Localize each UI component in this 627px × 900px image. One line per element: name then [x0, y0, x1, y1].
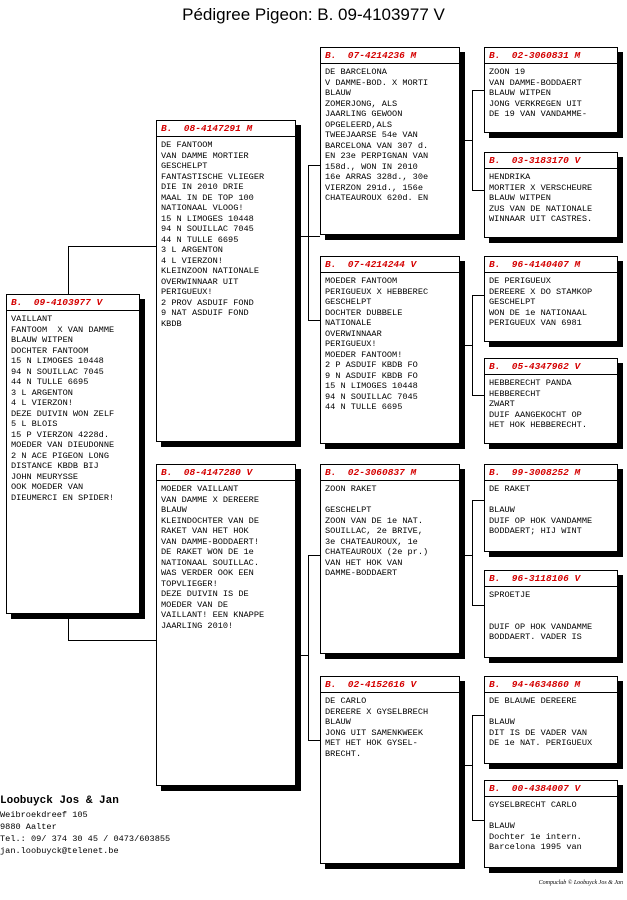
ring-number: B. 03-3183170 V [485, 155, 617, 169]
pigeon-details: DE BLAUWE DEREERE BLAUW DIT IS DE VADER VAN DE 1e NAT. PERIGUEUX [489, 696, 593, 748]
ring-number: B. 02-4152616 V [321, 679, 459, 693]
pedigree-card-sire-sire [320, 47, 460, 235]
connector-line [472, 295, 484, 296]
connector-line [308, 320, 320, 321]
pigeon-details: DE FANTOOM VAN DAMME MORTIER GESCHELPT FANTASTISCHE VLIEGER DIE IN 2010 DRIE MAAL IN DE TOP 100 NATIONAAL VLOOG! 15 N LIMOGES 10448 94 N SOUILLAC 7045 44 N TULLE 6695 3 L ARGENTON 4 L VIERZON! KLEINZOON NATIONALE OVERWINNAAR UIT PERIGUEUX! 2 PROV ASDUIF FOND 9 NAT ASDUIF FOND KBDB [161, 140, 265, 329]
pedigree-card-ggp-6 [484, 570, 618, 658]
connector-line [472, 715, 484, 716]
ring-number: B. 99-3008252 M [485, 467, 617, 481]
connector-line [68, 614, 69, 640]
connector-line [472, 190, 484, 191]
ring-number: B. 08-4147291 M [157, 123, 295, 137]
pigeon-details: MOEDER FANTOOM PERIGUEUX X HEBBEREC GESCHELPT DOCHTER DUBBELE NATIONALE OVERWINNAAR PERIGUEUX! MOEDER FANTOOM! 2 P ASDUIF KBDB FO 9 N ASDUIF KBDB FO 15 N LIMOGES 10448 94 N SOUILLAC 7045 44 N TULLE 6695 [325, 276, 429, 412]
ring-number: B. 94-4634860 M [485, 679, 617, 693]
ring-number: B. 09-4103977 V [7, 297, 139, 311]
pedigree-card-subject [6, 294, 140, 614]
owner-phone: Tel.: 09/ 374 30 45 / 0473/603855 [0, 834, 171, 844]
pigeon-details: VAILLANT FANTOOM X VAN DAMME BLAUW WITPEN DOCHTER FANTOOM 15 N LIMOGES 10448 94 N SOUILLAC 7045 44 N TULLE 6695 3 L ARGENTON 4 L VIERZON! DEZE DUIVIN WON ZELF 5 L BLOIS 15 P VIERZON 4228d. MOEDER VAN DIEUDONNE 2 N ACE PIGEON LONG DISTANCE KBDB BIJ JOHN MEURYSSE OOK MOEDER VAN DIEUMERCI EN SPIDER! [11, 314, 115, 503]
connector-line [308, 740, 320, 741]
connector-line [308, 555, 309, 740]
pedigree-card-sire-dam [320, 256, 460, 444]
pedigree-card-dam [156, 464, 296, 786]
pigeon-details: HENDRIKA MORTIER X VERSCHEURE BLAUW WITPEN ZUS VAN DE NATIONALE WINNAAR UIT CASTRES. [489, 172, 593, 224]
pigeon-details: SPROETJE DUIF OP HOK VANDAMME BODDAERT. VADER IS [489, 590, 593, 642]
pedigree-card-ggp-8 [484, 780, 618, 868]
owner-city: 9880 Aalter [0, 822, 57, 832]
pedigree-card-sire [156, 120, 296, 442]
pedigree-card-dam-sire [320, 464, 460, 654]
connector-line [68, 246, 156, 247]
ring-number: B. 96-3118106 V [485, 573, 617, 587]
connector-line [68, 246, 69, 294]
pigeon-details: ZOON 19 VAN DAMME-BODDAERT BLAUW WITPEN JONG VERKREGEN UIT DE 19 VAN VANDAMME- [489, 67, 587, 119]
connector-line [472, 605, 484, 606]
pedigree-card-ggp-7 [484, 676, 618, 764]
connector-line [472, 715, 473, 820]
connector-line [472, 395, 484, 396]
pigeon-details: DE CARLO DEREERE X GYSELBRECH BLAUW JONG UIT SAMENKWEEK MET HET HOK GYSEL- BRECHT. [325, 696, 429, 759]
pigeon-details: GYSELBRECHT CARLO BLAUW Dochter 1e intern. Barcelona 1995 van [489, 800, 582, 852]
connector-line [472, 500, 473, 605]
owner-street: Weibroekdreef 105 [0, 810, 88, 820]
connector-line [472, 820, 484, 821]
footer-credit: Compuclub © Loobuyck Jos & Jan [538, 880, 623, 886]
owner-email: jan.loobuyck@telenet.be [0, 846, 119, 856]
pigeon-details: DE RAKET BLAUW DUIF OP HOK VANDAMME BODDAERT; HIJ WINT [489, 484, 593, 536]
connector-line [460, 345, 472, 346]
ring-number: B. 08-4147280 V [157, 467, 295, 481]
ring-number: B. 02-3060837 M [321, 467, 459, 481]
pigeon-details: ZOON RAKET GESCHELPT ZOON VAN DE 1e NAT. SOUILLAC, 2e BRIVE, 3e CHATEAUROUX, 1e CHATEAUROUX (2e pr.) VAN HET HOK VAN DAMME-BODDAERT [325, 484, 429, 578]
connector-line [460, 765, 472, 766]
connector-line [472, 90, 484, 91]
ring-number: B. 96-4140407 M [485, 259, 617, 273]
pedigree-card-ggp-3 [484, 256, 618, 342]
page-title: Pédigree Pigeon: B. 09-4103977 V [182, 5, 445, 24]
pigeon-details: MOEDER VAILLANT VAN DAMME X DEREERE BLAUW KLEINDOCHTER VAN DE RAKET VAN HET HOK VAN DAMME-BODDAERT! DE RAKET WON DE 1e NATIONAAL SOUILLAC. WAS VERDER OOK EEN TOPVLIEGER! DEZE DUIVIN IS DE MOEDER VAN DE VAILLANT! EEN KNAPPE JAARLING 2010! [161, 484, 265, 631]
pedigree-card-ggp-5 [484, 464, 618, 552]
pigeon-details: DE BARCELONA V DAMME-BOD. X MORTI BLAUW ZOMERJONG, ALS JAARLING GEWOON OPGELEERD,ALS TWEEJAARSE 54e VAN BARCELONA VAN 307 d. EN 23e PERPIGNAN VAN 158d., WON IN 2010 16e ARRAS 328d., 30e VIERZON 291d., 156e CHATEAUROUX 620d. EN [325, 67, 429, 203]
connector-line [308, 165, 309, 320]
ring-number: B. 00-4384007 V [485, 783, 617, 797]
pigeon-details: HEBBERECHT PANDA HEBBERECHT ZWART DUIF AANGEKOCHT OP HET HOK HEBBERECHT. [489, 378, 587, 430]
connector-line [68, 640, 156, 641]
owner-name: Loobuyck Jos & Jan [0, 795, 119, 807]
ring-number: B. 05-4347962 V [485, 361, 617, 375]
connector-line [472, 500, 484, 501]
ring-number: B. 07-4214244 V [321, 259, 459, 273]
connector-line [472, 295, 473, 395]
pedigree-card-ggp-4 [484, 358, 618, 444]
ring-number: B. 07-4214236 M [321, 50, 459, 64]
connector-line [296, 655, 308, 656]
connector-line [308, 555, 320, 556]
connector-line [460, 555, 472, 556]
connector-line [460, 140, 472, 141]
pigeon-details: DE PERIGUEUX DEREERE X DO STAMKOP GESCHELPT WON DE 1e NATIONAAL PERIGUEUX VAN 6981 [489, 276, 593, 328]
connector-line [308, 165, 320, 166]
ring-number: B. 02-3060831 M [485, 50, 617, 64]
owner-block [0, 793, 170, 857]
pedigree-card-dam-dam [320, 676, 460, 864]
connector-line [472, 90, 473, 190]
pedigree-card-ggp-2 [484, 152, 618, 238]
pedigree-card-ggp-1 [484, 47, 618, 133]
